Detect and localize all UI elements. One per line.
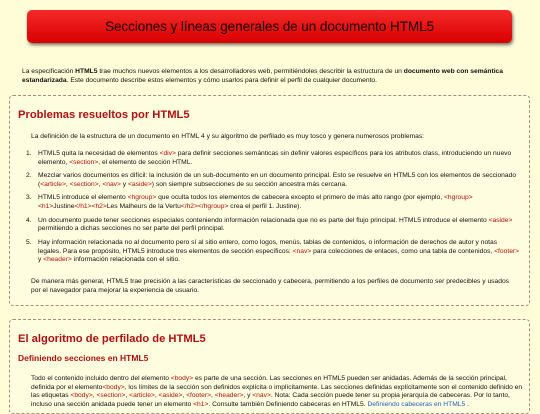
body-text: , los límites de la sección son definidos explícita o implícitamente. Las secciones definidas explícitamente son el contenido definido en las etiquetas [31,383,523,400]
list-item [20,194,520,212]
body-text: es parte de una sección. Las secciones en HTML5 pueden ser anidadas. Además de la sección principal, definida por el elemento [31,375,507,391]
code-tag: <footer> [186,392,211,400]
code-tag: <body> [102,383,125,391]
list-text: , [98,180,103,188]
list-text: que oculta todos los elementos de cabecera excepto el primero de más alto rango (por ejemplo, [156,194,444,202]
code-tag: </h1> [74,203,92,211]
code-tag: </hgroup> [197,203,229,211]
list-text: para definir secciones semánticas sin definir valores específicos para los atributos class, introduciendo un nuevo elemento, [38,150,512,166]
list-text: , el elemento de sección HTML. [98,158,193,166]
list-text: HTML5 introduce el elemento [38,194,128,202]
code-tag: <header> [43,256,72,264]
page-title: Secciones y líneas generales de un documento HTML5 [105,19,434,34]
list-text: ) son siempre subsecciones de su sección ancestra más cercana. [151,180,347,188]
list-text: y [38,256,44,264]
list-number: 1. [26,150,32,157]
code-tag: <h2> [91,203,107,211]
code-tag: <header> [214,392,244,400]
code-tag: <aside> [127,180,152,188]
list-text: Les Malheurs de la Vertu [106,203,181,211]
intro-bold-html5: HTML5 [75,68,98,75]
page-banner [27,10,512,43]
body-text: Todo el contenido incluido dentro del elemento [31,375,171,382]
list-text: información relacionada con el sitio. [71,256,181,264]
body-text: , [154,392,159,400]
list-text: HTML5 quita la necesidad de elementos [38,150,160,157]
list-number: 3. [26,194,32,202]
intro-paragraph [22,68,520,85]
code-tag: <section> [69,180,99,188]
code-tag: <hgroup> [127,194,157,202]
code-tag: <aside> [488,216,513,224]
section-heading: El algoritmo de perfilado de HTML5 [18,333,206,345]
code-tag: <h1> [38,203,54,211]
body-text: . Consulte también Definiendo cabeceras en HTML5. [208,401,368,409]
list-text: , [65,180,70,188]
list-number: 4. [26,216,32,224]
code-tag: <h1> [193,401,209,409]
code-tag: <body> [70,392,93,400]
code-tag: </h2> [180,203,198,211]
code-tag: <section> [96,392,126,400]
list-item [20,239,520,265]
list-item [20,150,520,168]
subsection-heading: Definiendo secciones en HTML5 [18,353,149,363]
code-tag: <nav> [102,180,121,188]
code-tag: <hgroup> [443,194,473,202]
code-tag: <section> [69,158,99,166]
code-tag: <div> [159,150,176,157]
section-heading: Problemas resueltos por HTML5 [18,109,190,121]
code-tag: <nav> [252,392,271,400]
list-text: Un documento puede tener secciones especiales conteniendo información relacionada que no es parte del flujo principal. HTML5 introduce el elemento [38,216,489,224]
intro-text: . Este documento describe estos elementos y cómo usarlos para definir el perfil de cualquier documento. [66,76,378,84]
list-text: Mezclar varios documentos es difícil: la inclusión de un sub-documento en un documento principal. Esto se resuelve en HTML5 con los elementos de seccionado ( [38,172,517,188]
code-tag: <article> [129,392,155,400]
list-text: Justine [53,203,75,211]
code-tag: <article> [40,180,66,188]
problems-list [20,150,520,270]
code-tag: <aside> [158,392,183,400]
section-lead: La definición de la estructura de un documento en HTML 4 y su algoritmo de perfilado es muy tosco y genera numerosos problemas: [31,133,425,140]
intro-text: La especificación [22,68,76,75]
section-closing: De manera más general, HTML5 trae precisión a las características de seccionado y cabecera, permitiendo a los perfiles de documento ser predecibles y usados por el navegador para mejorar la experiencia de usuario. [31,278,510,294]
body-text: . [465,401,469,409]
list-text: y [120,180,128,188]
list-text: para colecciones de enlaces, como una tabla de contenidos, [311,247,495,255]
body-text: , [211,392,215,400]
code-tag: <nav> [292,247,312,255]
definiendo-cabeceras-link[interactable]: Definiendo cabeceras en HTML5 [367,401,466,409]
body-text: , [182,392,187,400]
body-text: , y [243,392,253,400]
intro-bold-semantic: documento web con semántica estandarizada [22,68,503,84]
list-text: crea el perfil 1. Justine). [228,203,302,211]
body-text: , [125,392,130,400]
section-algorithm [9,319,530,414]
section-problems [9,95,530,306]
body-text: . Nota: Cada sección puede tener su propia jerarquía de cabeceras. Por lo tanto, incluso una sección anidada puede tener un elemento [31,392,510,409]
body-text: , [92,392,97,400]
list-item [20,217,520,235]
list-item [20,172,520,190]
code-tag: <body> [170,375,194,382]
code-tag: <footer> [494,247,520,255]
list-text: permitiendo a dichas secciones no ser parte del perfil principal. [38,225,225,233]
intro-text: trae muchos nuevos elementos a los desarrolladores web, permitiéndoles describir la estructura de un [97,68,404,75]
list-number: 2. [26,172,32,180]
list-number: 5. [26,238,32,246]
list-text: Hay información relacionada no al documento pero sí al sitio entero, como logos, menús, tablas de contenidos, o información de derechos de autor y notas legales. Para ese propósito, HTML5 introduce tres elementos de sección específicos: [38,238,498,255]
